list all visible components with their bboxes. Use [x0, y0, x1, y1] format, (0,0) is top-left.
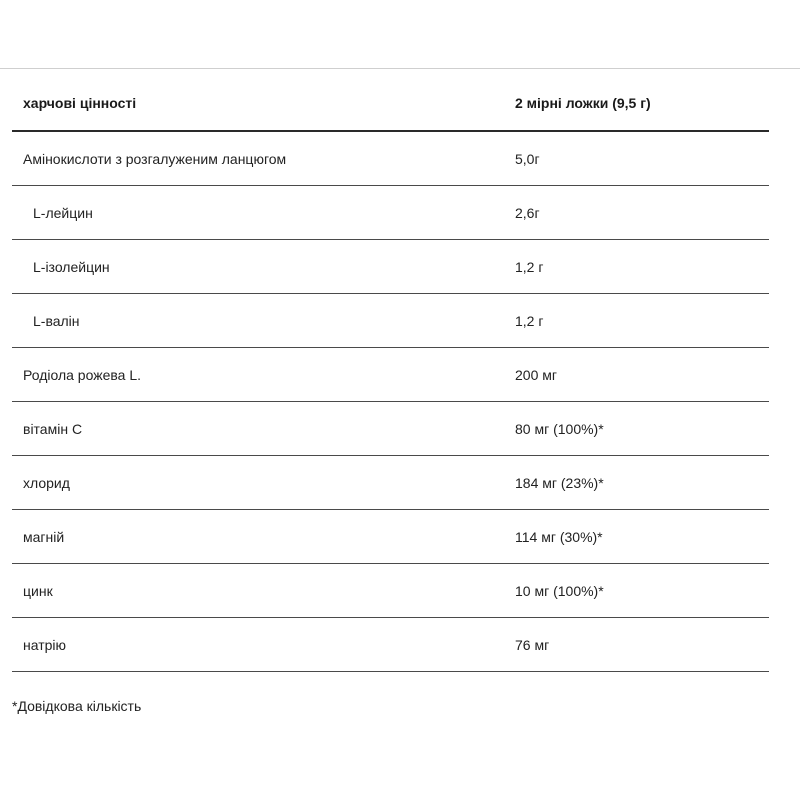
nutrient-amount: 200 мг: [515, 366, 557, 383]
table-row: [12, 456, 769, 510]
table-row: [12, 510, 769, 564]
nutrient-name: L-ізолейцин: [33, 258, 110, 275]
nutrient-name: магній: [23, 528, 65, 545]
table-row: [12, 186, 769, 240]
nutrient-amount: 5,0г: [515, 150, 540, 167]
reference-footnote: *Довідкова кількість: [12, 698, 142, 714]
nutrient-amount: 76 мг: [515, 636, 550, 653]
nutrient-amount: 1,2 г: [515, 258, 544, 275]
table-row: [12, 618, 769, 672]
table-row: [12, 294, 769, 348]
nutrient-amount: 184 мг (23%)*: [515, 474, 604, 491]
table-row: [12, 402, 769, 456]
nutrient-name: Родіола рожева L.: [23, 366, 142, 383]
header-serving-label: 2 мірні ложки (9,5 г): [515, 94, 651, 111]
header-nutrition-label: харчові цінності: [23, 94, 137, 111]
nutrient-name: L-лейцин: [33, 204, 93, 221]
table-row: [12, 564, 769, 618]
table-row: [12, 348, 769, 402]
nutrient-name: цинк: [23, 582, 53, 599]
nutrient-amount: 1,2 г: [515, 312, 544, 329]
nutrition-table: [12, 75, 769, 672]
table-row: [12, 240, 769, 294]
nutrient-amount: 10 мг (100%)*: [515, 582, 604, 599]
nutrient-name: L-валін: [33, 312, 80, 329]
nutrient-name: натрію: [23, 636, 67, 653]
table-row: [12, 132, 769, 186]
nutrient-name: Амінокислоти з розгалуженим ланцюгом: [23, 150, 287, 167]
table-header-row: [12, 75, 769, 132]
nutrient-name: хлорид: [23, 474, 70, 491]
nutrient-amount: 80 мг (100%)*: [515, 420, 604, 437]
nutrient-amount: 114 мг (30%)*: [515, 528, 603, 545]
nutrient-amount: 2,6г: [515, 204, 540, 221]
nutrient-name: вітамін С: [23, 420, 83, 437]
top-divider: [0, 68, 800, 69]
